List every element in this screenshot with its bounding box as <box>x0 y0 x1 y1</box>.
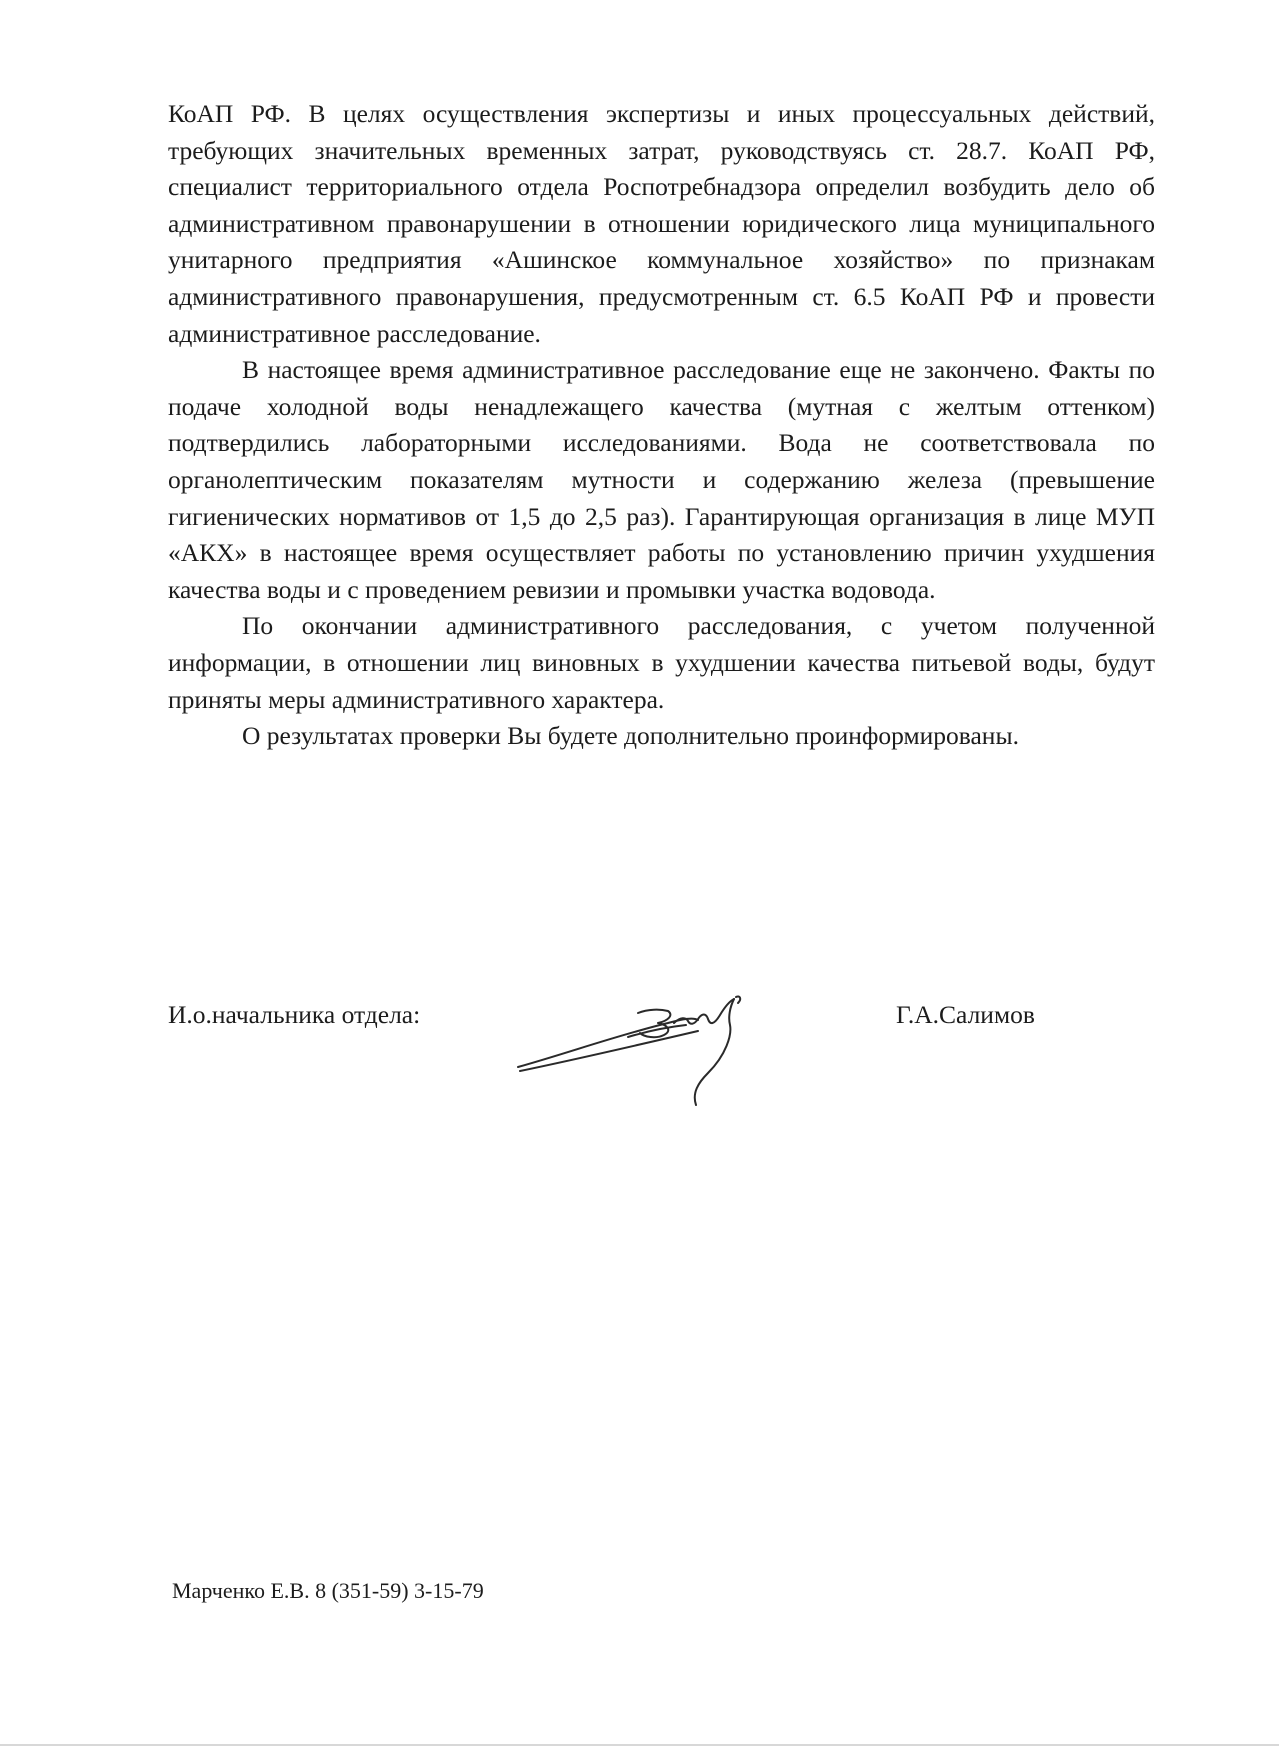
handwritten-signature <box>508 965 798 1115</box>
paragraph-3: По окончании административного расследования, с учетом полученной информации, в отношении лиц виновных в ухудшении качества питьевой воды, будут приняты меры административного характера. <box>168 611 1155 714</box>
letter-body <box>168 96 1155 755</box>
paragraph-4: О результатах проверки Вы будете дополнительно проинформированы. <box>242 721 1019 751</box>
signature-block <box>168 985 1068 1125</box>
signatory-name: Г.А.Салимов <box>896 1000 1035 1029</box>
paragraph-1: КоАП РФ. В целях осуществления экспертизы и иных процессуальных действий, требующих значительных временных затрат, руководствуясь ст. 28.7. КоАП РФ, специалист территориального отдела Роспотребнадзора определил возбудить дело об административном правонарушении в отношении юридического лица муниципального унитарного предприятия «Ашинское коммунальное хозяйство» по признакам административного правонарушения, предусмотренным ст. 6.5 КоАП РФ и провести административное расследование. <box>168 99 1155 348</box>
contact-line: Марченко Е.В. 8 (351-59) 3-15-79 <box>172 1578 484 1603</box>
signatory-title: И.о.начальника отдела: <box>168 1000 421 1029</box>
paragraph-2: В настоящее время административное расследование еще не закончено. Факты по подаче холодной воды ненадлежащего качества (мутная с желтым оттенком) подтвердились лабораторными исследованиями. Вода не соответствовала по органолептическим показателям мутности и содержанию железа (превышение гигиенических нормативов от 1,5 до 2,5 раз). Гарантирующая организация в лице МУП «АКХ» в настоящее время осуществляет работы по установлению причин ухудшения качества воды и с проведением ревизии и промывки участка водовода. <box>168 355 1155 604</box>
page-bottom-edge <box>0 1744 1279 1746</box>
